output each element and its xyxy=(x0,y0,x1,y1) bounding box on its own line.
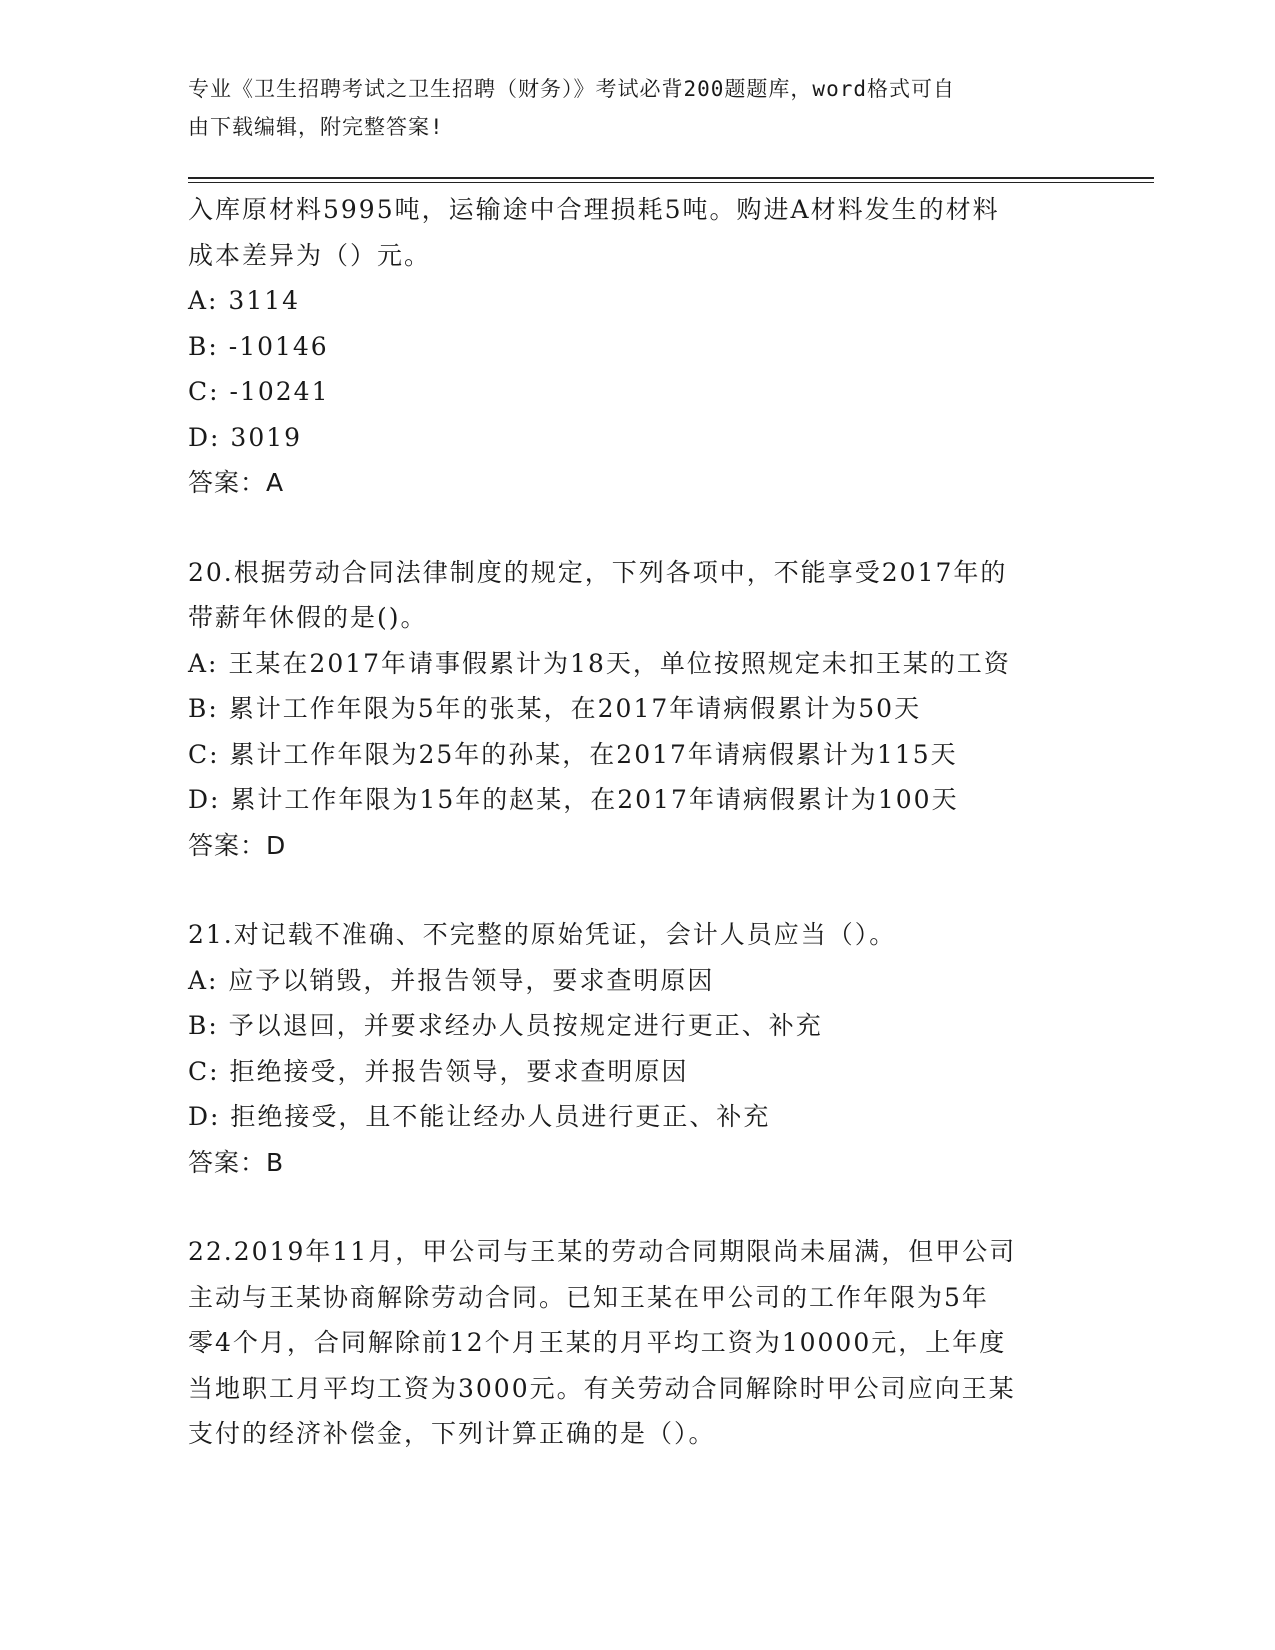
question-22 xyxy=(188,1229,1088,1457)
option-b: B: 予以退回，并要求经办人员按规定进行更正、补充 xyxy=(188,1011,823,1040)
option-c: C: 累计工作年限为25年的孙某，在2017年请病假累计为115天 xyxy=(188,739,958,769)
question-21 xyxy=(188,912,1088,1185)
option-a: A: 3114 xyxy=(188,286,301,315)
option-b: B: 累计工作年限为5年的张某，在2017年请病假累计为50天 xyxy=(188,694,922,723)
spacer xyxy=(188,1185,1088,1229)
question-text: 入库原材料5995吨，运输途中合理损耗5吨。购进A材料发生的材料 xyxy=(188,195,1000,224)
question-text: 主动与王某协商解除劳动合同。已知王某在甲公司的工作年限为5年 xyxy=(188,1282,989,1312)
header-line-2: 由下载编辑，附完整答案! xyxy=(188,115,444,139)
question-20 xyxy=(188,550,1088,869)
question-text: 21.对记载不准确、不完整的原始凭证，会计人员应当（）。 xyxy=(188,920,897,949)
question-text: 20.根据劳动合同法律制度的规定，下列各项中，不能享受2017年的 xyxy=(188,557,1008,587)
question-text: 22.2019年11月，甲公司与王某的劳动合同期限尚未届满，但甲公司 xyxy=(188,1237,1017,1266)
spacer xyxy=(188,506,1088,550)
option-a: A: 应予以销毁，并报告领导，要求查明原因 xyxy=(188,965,715,995)
option-a: A: 王某在2017年请事假累计为18天，单位按照规定未扣王某的工资 xyxy=(188,648,1011,678)
option-d: D: 3019 xyxy=(188,422,303,452)
header-divider-thick xyxy=(188,177,1154,179)
spacer xyxy=(188,868,1088,912)
answer-label: 答案：B xyxy=(188,1147,285,1177)
answer-label: 答案：D xyxy=(188,830,287,860)
option-d: D: 拒绝接受，且不能让经办人员进行更正、补充 xyxy=(188,1102,771,1131)
option-c: C: 拒绝接受，并报告领导，要求查明原因 xyxy=(188,1056,689,1086)
question-text: 当地职工月平均工资为3000元。有关劳动合同解除时甲公司应向王某 xyxy=(188,1373,1016,1403)
header-line-1: 专业《卫生招聘考试之卫生招聘（财务）》考试必背200题题库，word格式可自 xyxy=(188,77,955,101)
question-text: 零4个月，合同解除前12个月王某的月平均工资为10000元，上年度 xyxy=(188,1328,1007,1357)
option-b: B: -10146 xyxy=(188,331,329,361)
question-text: 支付的经济补偿金，下列计算正确的是（）。 xyxy=(188,1419,716,1448)
question-list xyxy=(188,187,1088,1457)
question-19 xyxy=(188,187,1088,506)
option-d: D: 累计工作年限为15年的赵某，在2017年请病假累计为100天 xyxy=(188,785,959,814)
header-divider-thin xyxy=(188,182,1154,183)
option-c: C: -10241 xyxy=(188,377,330,406)
question-text: 带薪年休假的是()。 xyxy=(188,603,428,632)
answer-label: 答案：A xyxy=(188,468,285,497)
question-text: 成本差异为（）元。 xyxy=(188,240,432,270)
document-header xyxy=(188,70,1068,146)
